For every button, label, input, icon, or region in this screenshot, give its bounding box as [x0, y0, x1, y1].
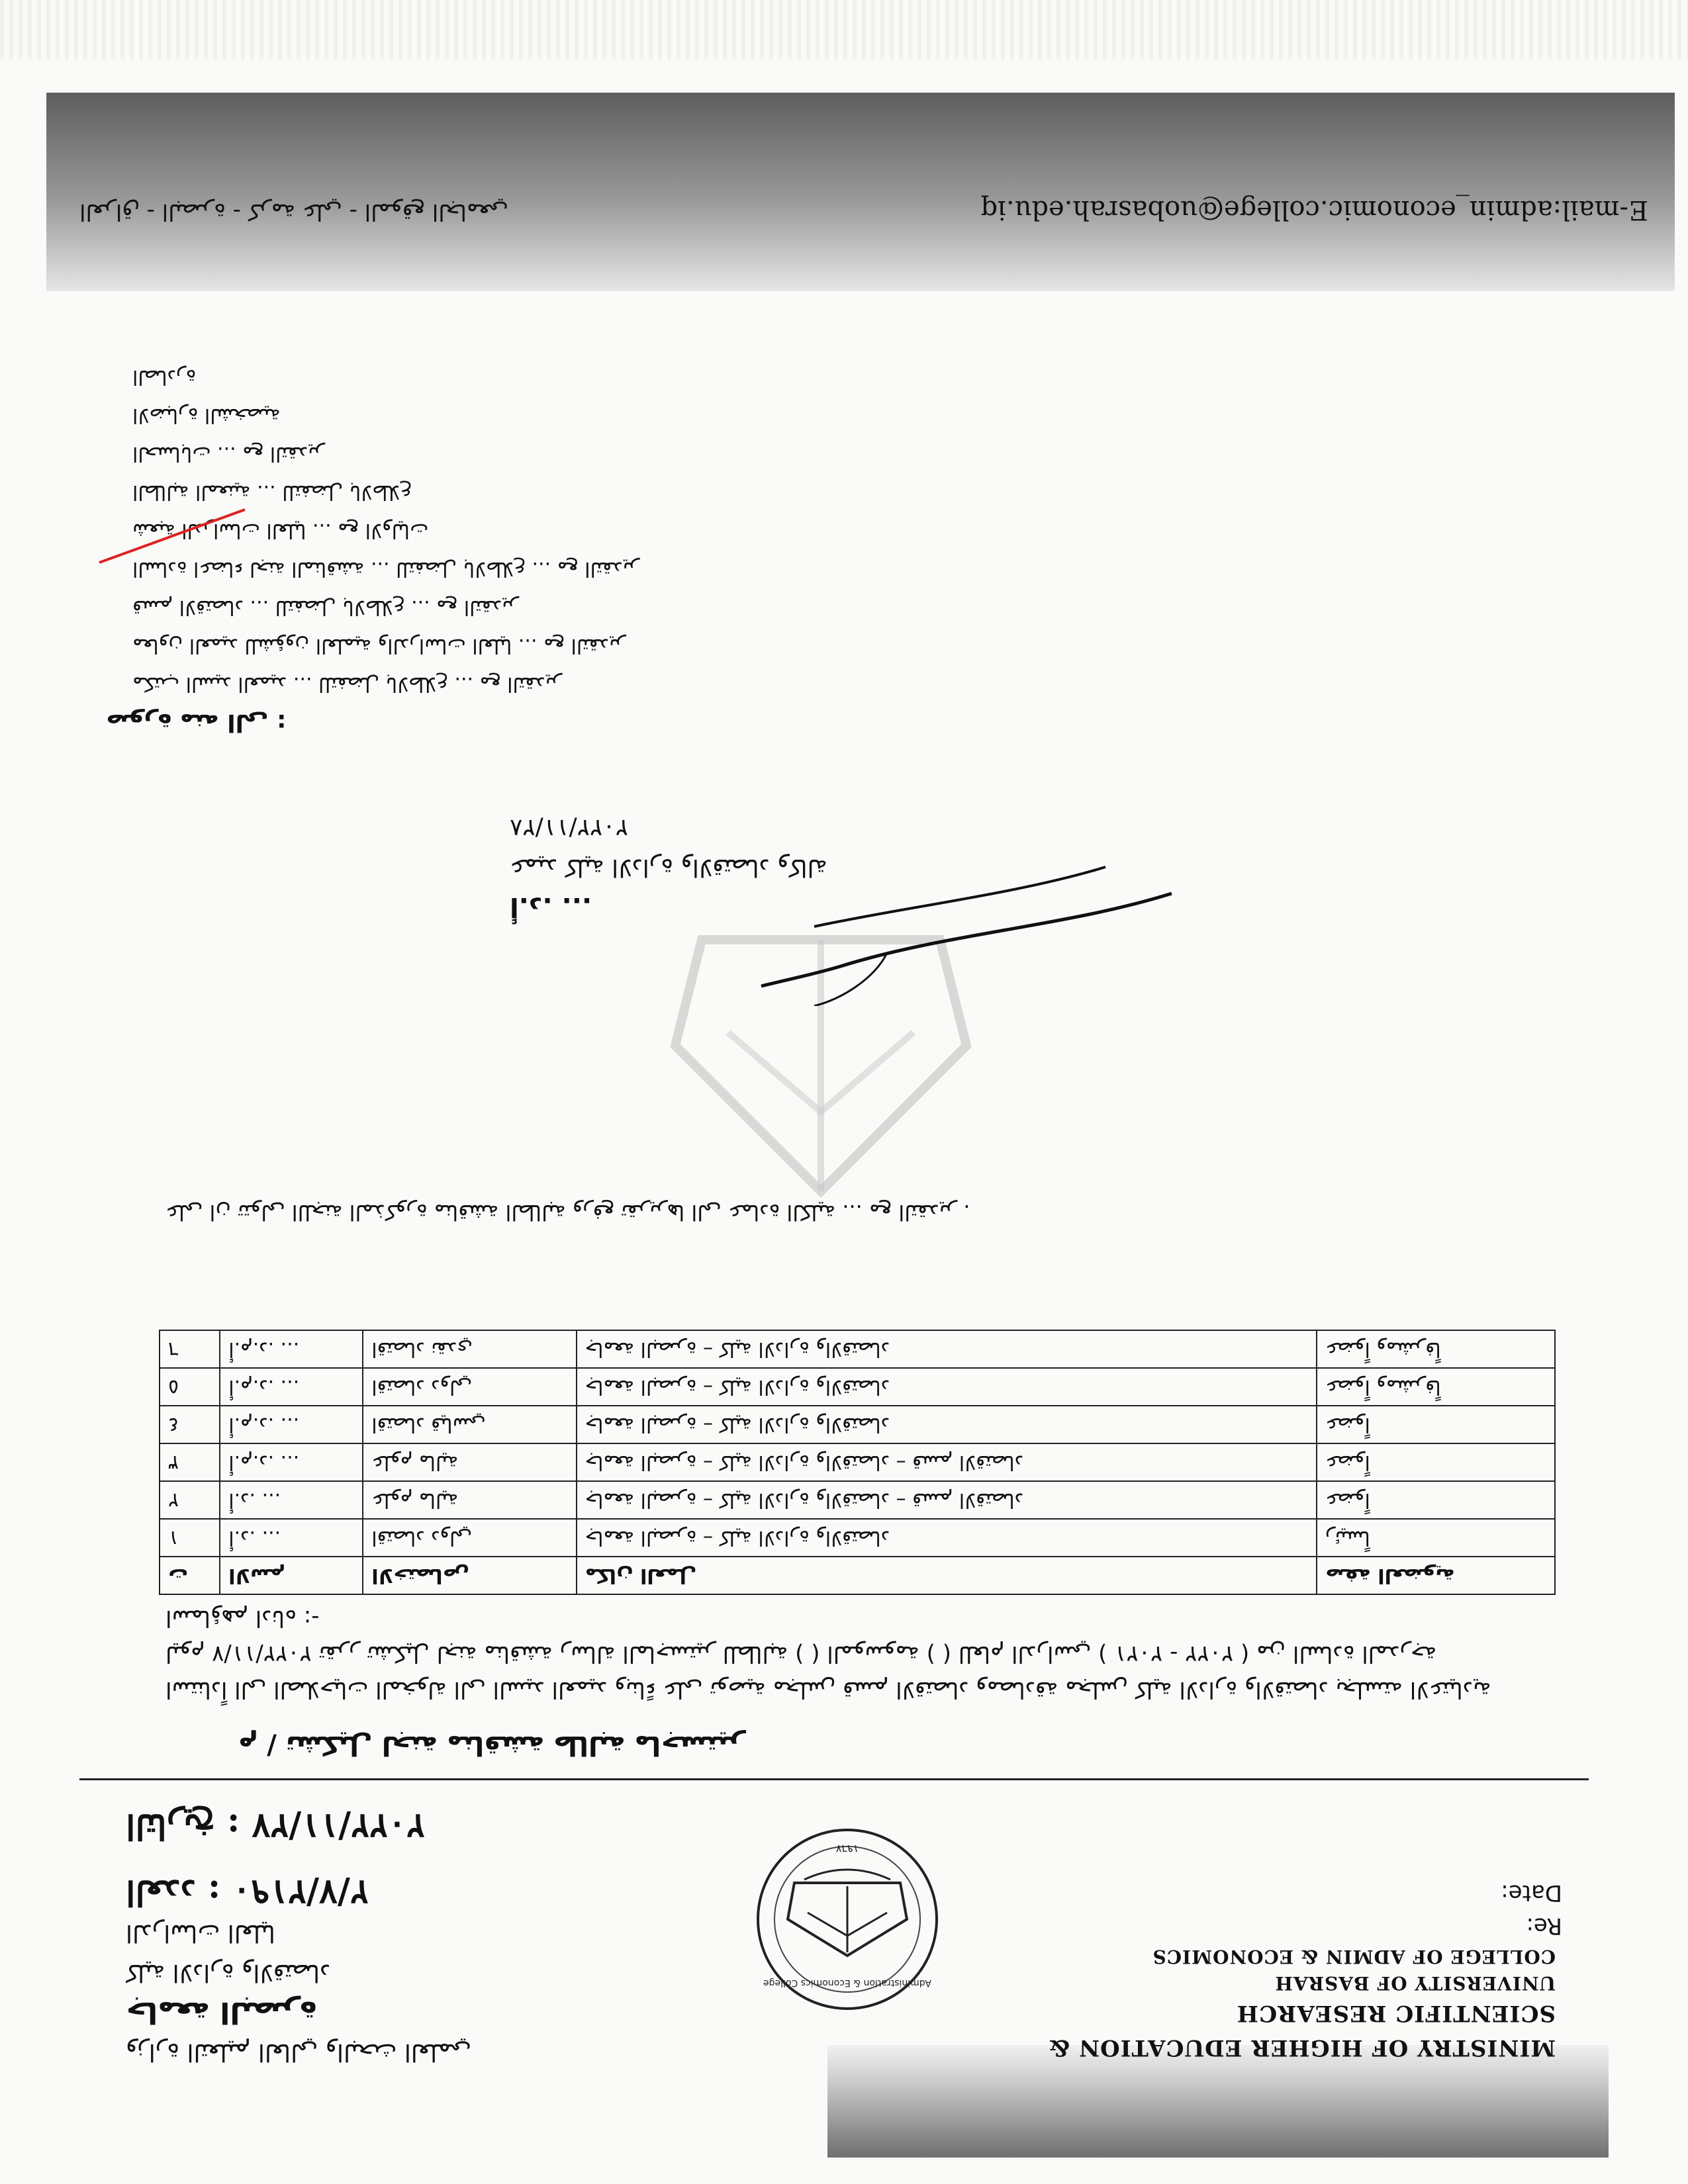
- number-label: العدد :: [126, 1872, 221, 1913]
- table-cell: أ.م.د. ...: [220, 1368, 363, 1406]
- table-cell: ١: [160, 1519, 220, 1557]
- letter-subject: م / تشكيل لجنة مناقشة طالبة ماجستير: [238, 1730, 745, 1760]
- copy-to-item: الحسابات ... مع التقدير: [132, 442, 325, 465]
- table-cell: عضواً ومشرفاً: [1317, 1330, 1555, 1368]
- table-cell: عضواً: [1317, 1481, 1555, 1519]
- re-label: Re:: [1526, 1913, 1562, 1939]
- signature-date: ٢٠٢٢/١١/٢٨: [510, 814, 628, 841]
- date-arabic-label: التاريخ :: [126, 1806, 240, 1846]
- table-cell: ٥: [160, 1368, 220, 1406]
- table-cell: أ.م.د. ...: [220, 1443, 363, 1481]
- table-header-row: [160, 1557, 1555, 1594]
- table-cell: جامعة البصرة – كلية الادارة والاقتصاد – قسم الاقتصاد: [577, 1443, 1317, 1481]
- copy-to-list: [106, 357, 1496, 741]
- table-cell: عضواً: [1317, 1406, 1555, 1443]
- copy-to-item: الصادرة: [132, 365, 197, 388]
- col-header: صفة العضوية: [1317, 1557, 1555, 1594]
- table-cell: ٦: [160, 1330, 220, 1368]
- copy-to-item: السادة اعضاء لجنة المناقشة ... للتفضل بالاطلاع ... مع التقدير: [132, 557, 639, 580]
- letter-intro: استناداً الى الصلاحيات المخولة الى السيد العميد وبناءً على توصية مجلس قسم الاقتصاد ومصادقة مجلس كلية الادارة والاقتصاد بجلسته الاعتيادية ليوم ٢٠٢٢/١١/٧ تقرر تشكيل لجنة مناقشة رسالة الماجستير للطالبة ( ) الموسومة ( ) للعام الدراسي ( ٢٠٢١ - ٢٠٢٢ ) من السادة المدرجة اسماؤهم ادناه :-: [165, 1605, 1491, 1703]
- date-arabic-value: ٢٠٢٢/١١/٢٧: [252, 1806, 425, 1846]
- table-cell: جامعة البصرة – كلية الادارة والاقتصاد – قسم الاقتصاد: [577, 1481, 1317, 1519]
- copy-to-item: مكتب السيد العميد ... للتفضل بالاطلاع ... مع التقدير: [132, 672, 562, 696]
- col-header: مكان العمل: [577, 1557, 1317, 1594]
- table-row: [160, 1443, 1555, 1481]
- ministry-line: SCIENTIFIC RESEARCH: [1236, 2000, 1556, 2026]
- table-row: [160, 1368, 1555, 1406]
- letterhead: [86, 1734, 1609, 2158]
- letterhead-line: الدراسات العليا: [126, 1919, 275, 1946]
- footer-email: E-mail:admin_economic.college@uobasrah.edu.iq: [980, 195, 1648, 225]
- letterhead-line: كلية الادارة والاقتصاد: [126, 1959, 331, 1986]
- table-cell: علوم مالية: [363, 1481, 576, 1519]
- signature-block: [510, 807, 1172, 927]
- copy-to-caption: صورة منه الى :: [106, 709, 287, 736]
- table-cell: ٤: [160, 1406, 220, 1443]
- footer-address: العراق - البصرة - كرمة علي - الموقع الجامعي: [79, 199, 508, 225]
- signatory-role: عميد كلية الادارة والاقتصاد وكالة: [510, 854, 827, 881]
- table-cell: جامعة البصرة – كلية الادارة والاقتصاد: [577, 1519, 1317, 1557]
- table-row: [160, 1519, 1555, 1557]
- col-header: الاسم: [220, 1557, 363, 1594]
- copy-to-item: الاضبارة الشخصية: [132, 404, 281, 427]
- number-value: ٢/٧/٢١٩٠: [232, 1872, 369, 1913]
- ministry-line: COLLEGE OF ADMIN & ECONOMICS: [1152, 1946, 1556, 1968]
- table-cell: اقتصاد نقدي: [363, 1330, 576, 1368]
- date-label: Date:: [1501, 1880, 1562, 1906]
- copy-to-item: الطالبة المعنية ... للتفضل بالاطلاع: [132, 480, 412, 504]
- ministry-title: [960, 1943, 1556, 2065]
- copy-to-item: شعبة الدراسات العليا ... مع الاوليات: [132, 519, 429, 542]
- table-cell: عضواً: [1317, 1443, 1555, 1481]
- reference-date: [126, 1806, 602, 1846]
- table-cell: علوم مالية: [363, 1443, 576, 1481]
- footer-band: [46, 93, 1675, 291]
- table-cell: جامعة البصرة – كلية الادارة والاقتصاد: [577, 1406, 1317, 1443]
- table-cell: ٢: [160, 1481, 220, 1519]
- college-logo: [741, 1820, 953, 2019]
- table-row: [160, 1481, 1555, 1519]
- copy-to-item: قسم الاقتصاد ... للتفضل بالاطلاع ... مع التقدير: [132, 596, 519, 619]
- letterhead-line: جامعة البصرة: [126, 1995, 317, 2029]
- reference-number: [126, 1872, 602, 1913]
- table-cell: أ.د. ...: [220, 1519, 363, 1557]
- ministry-line: MINISTRY OF HIGHER EDUCATION &: [1049, 2034, 1556, 2061]
- table-cell: ٣: [160, 1443, 220, 1481]
- copy-to-item: معاون العميد للشؤون العلمية والدراسات العليا ... مع التقدير: [132, 634, 626, 657]
- table-cell: جامعة البصرة – كلية الادارة والاقتصاد: [577, 1330, 1317, 1368]
- table-row: [160, 1330, 1555, 1368]
- col-header: الاختصاص: [363, 1557, 576, 1594]
- table-cell: أ.م.د. ...: [220, 1406, 363, 1443]
- table-cell: اقتصاد قياسي: [363, 1406, 576, 1443]
- table-cell: رئيساً: [1317, 1519, 1555, 1557]
- table-row: [160, 1406, 1555, 1443]
- table-cell: أ.د. ...: [220, 1481, 363, 1519]
- table-cell: أ.م.د. ...: [220, 1330, 363, 1368]
- letterhead-line: وزارة التعليم العالي والبحث العلمي: [126, 2038, 471, 2066]
- committee-table: [159, 1330, 1556, 1595]
- table-cell: اقتصاد دولي: [363, 1519, 576, 1557]
- table-cell: عضواً ومشرفاً: [1317, 1368, 1555, 1406]
- col-header: ت: [160, 1557, 220, 1594]
- table-cell: جامعة البصرة – كلية الادارة والاقتصاد: [577, 1368, 1317, 1406]
- header-divider: [79, 1778, 1589, 1780]
- letter-followup: على ان تتولى اللجنة المذكورة مناقشة الطالبة ورفع تقريرها الى عمادة الكلية ... مع التقدير .: [165, 1200, 970, 1225]
- arabic-letterhead: [126, 1913, 589, 2071]
- ministry-line: UNIVERSITY OF BASRAH: [1274, 1972, 1556, 1994]
- logo-year: ١٩٦٧: [835, 1843, 859, 1855]
- logo-caption: Administration & Economics College: [763, 1978, 932, 1988]
- signatory-name: أ.د. ...: [510, 891, 592, 922]
- table-cell: اقتصاد دولي: [363, 1368, 576, 1406]
